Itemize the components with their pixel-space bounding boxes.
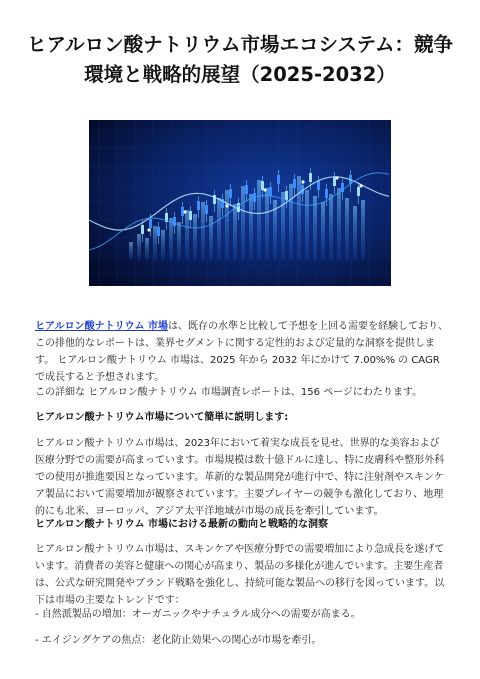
decor-bar — [321, 202, 325, 260]
decor-candle — [237, 203, 240, 212]
decor-bar — [345, 198, 349, 260]
decor-candle — [245, 185, 248, 194]
bullet-item: - 自然派製品の増加：オーガニックやナチュラル成分への需要が高まる。 — [35, 609, 361, 620]
decor-candle — [309, 173, 312, 182]
decor-bar — [217, 198, 221, 260]
decor-dot — [183, 210, 186, 213]
decor-bar — [353, 206, 357, 260]
decor-candle — [261, 181, 264, 190]
decor-dot — [263, 188, 266, 191]
decor-candle — [173, 217, 176, 226]
decor-candle — [277, 175, 280, 184]
decor-dot — [147, 228, 150, 231]
decor-candle — [149, 219, 152, 228]
decor-bar — [201, 202, 205, 260]
decor-dot — [301, 180, 304, 183]
decor-bar — [329, 194, 333, 260]
decor-candle — [141, 225, 144, 234]
decor-candle — [157, 227, 160, 236]
decor-bar — [265, 188, 269, 260]
decor-bar — [313, 196, 317, 260]
decor-bar — [129, 242, 133, 260]
decor-bar — [281, 192, 285, 260]
decor-bar — [145, 238, 149, 260]
decor-candle — [293, 179, 296, 188]
decor-bar — [137, 234, 141, 260]
section1-body: ヒアルロン酸ナトリウム市場は、2023年において着実な成長を見せ、世界的な美容および医療分野での需要が高まっています。市場規模は数十億ドルに達し、特に皮膚科や整形外科での使用が推進要因となっています。革新的な製品開発が進行中で、特に注射剤やスキンケア製品において需要増加が観察されています。主要プレイヤーの競争も激化しており、地理的にも北米、ヨーロッパ、アジア太平洋地域が市場の成長を牽引しています。 — [35, 438, 445, 517]
decor-bar — [337, 188, 341, 260]
bullet-item: - エイジングケアの焦点：老化防止効果への関心が市場を牽引。 — [35, 635, 322, 646]
intro-paragraph — [35, 318, 449, 386]
decor-dot — [359, 184, 362, 187]
decor-candle — [197, 201, 200, 210]
report-pages-text: この詳細な ヒアルロン酸ナトリウム 市場調査レポートは、156 ページにわたります。 — [35, 387, 423, 398]
decor-bar — [185, 210, 189, 260]
decor-candle — [229, 189, 232, 198]
decor-candle — [189, 211, 192, 220]
decor-candle — [269, 187, 272, 196]
decor-bar — [193, 214, 197, 260]
decor-bar — [241, 186, 245, 260]
decor-bar — [233, 204, 237, 260]
decor-candle — [325, 189, 328, 198]
decor-dot — [335, 176, 338, 179]
decor-bar — [161, 230, 165, 260]
decor-candle — [285, 191, 288, 200]
decor-bar — [209, 216, 213, 260]
decor-bar — [361, 200, 365, 260]
section2-body: ヒアルロン酸ナトリウム市場は、スキンケアや医療分野での需要増加により急成長を遂げています。消費者の美容と健康への関心が高まり、製品の多様化が進んでいます。主要生産者は、公式な研究開発やブランド戦略を強化し、持続可能な製品への移行を図っています。以下は市場の主要なトレンドです： — [35, 544, 445, 606]
intro-text: は、既存の水準と比較して予想を上回る需要を経験しており、この排他的なレポートは、業界セグメントに関する定性的および定量的な洞察を提供します。 ヒアルロン酸ナトリウム 市場は、2025 年から 2032 年にかけて 7.00%% の CAGR で成長すると予想されます。 — [35, 321, 448, 383]
decor-bar — [297, 176, 301, 260]
decor-bar — [177, 222, 181, 260]
decor-bar — [169, 218, 173, 260]
decor-bar — [289, 184, 293, 260]
hero-image — [89, 120, 391, 286]
decor-bar — [225, 190, 229, 260]
section1-heading: ヒアルロン酸ナトリウム市場について簡単に説明します: — [35, 412, 289, 423]
decor-candle — [317, 181, 320, 190]
decor-candle — [205, 205, 208, 214]
decor-bar — [153, 226, 157, 260]
decor-bar — [257, 180, 261, 260]
decor-bar — [305, 190, 309, 260]
market-link[interactable]: ヒアルロン酸ナトリウム 市場 — [35, 321, 168, 332]
decor-candle — [357, 187, 360, 196]
decor-bar — [249, 194, 253, 260]
decor-dot — [225, 204, 228, 207]
section2-heading: ヒアルロン酸ナトリウム 市場における最新の動向と戦略的な洞察 — [35, 519, 328, 530]
page-title: ヒアルロン酸ナトリウム市場エコシステム：競争環境と戦略的展望（2025-2032） — [26, 33, 454, 86]
